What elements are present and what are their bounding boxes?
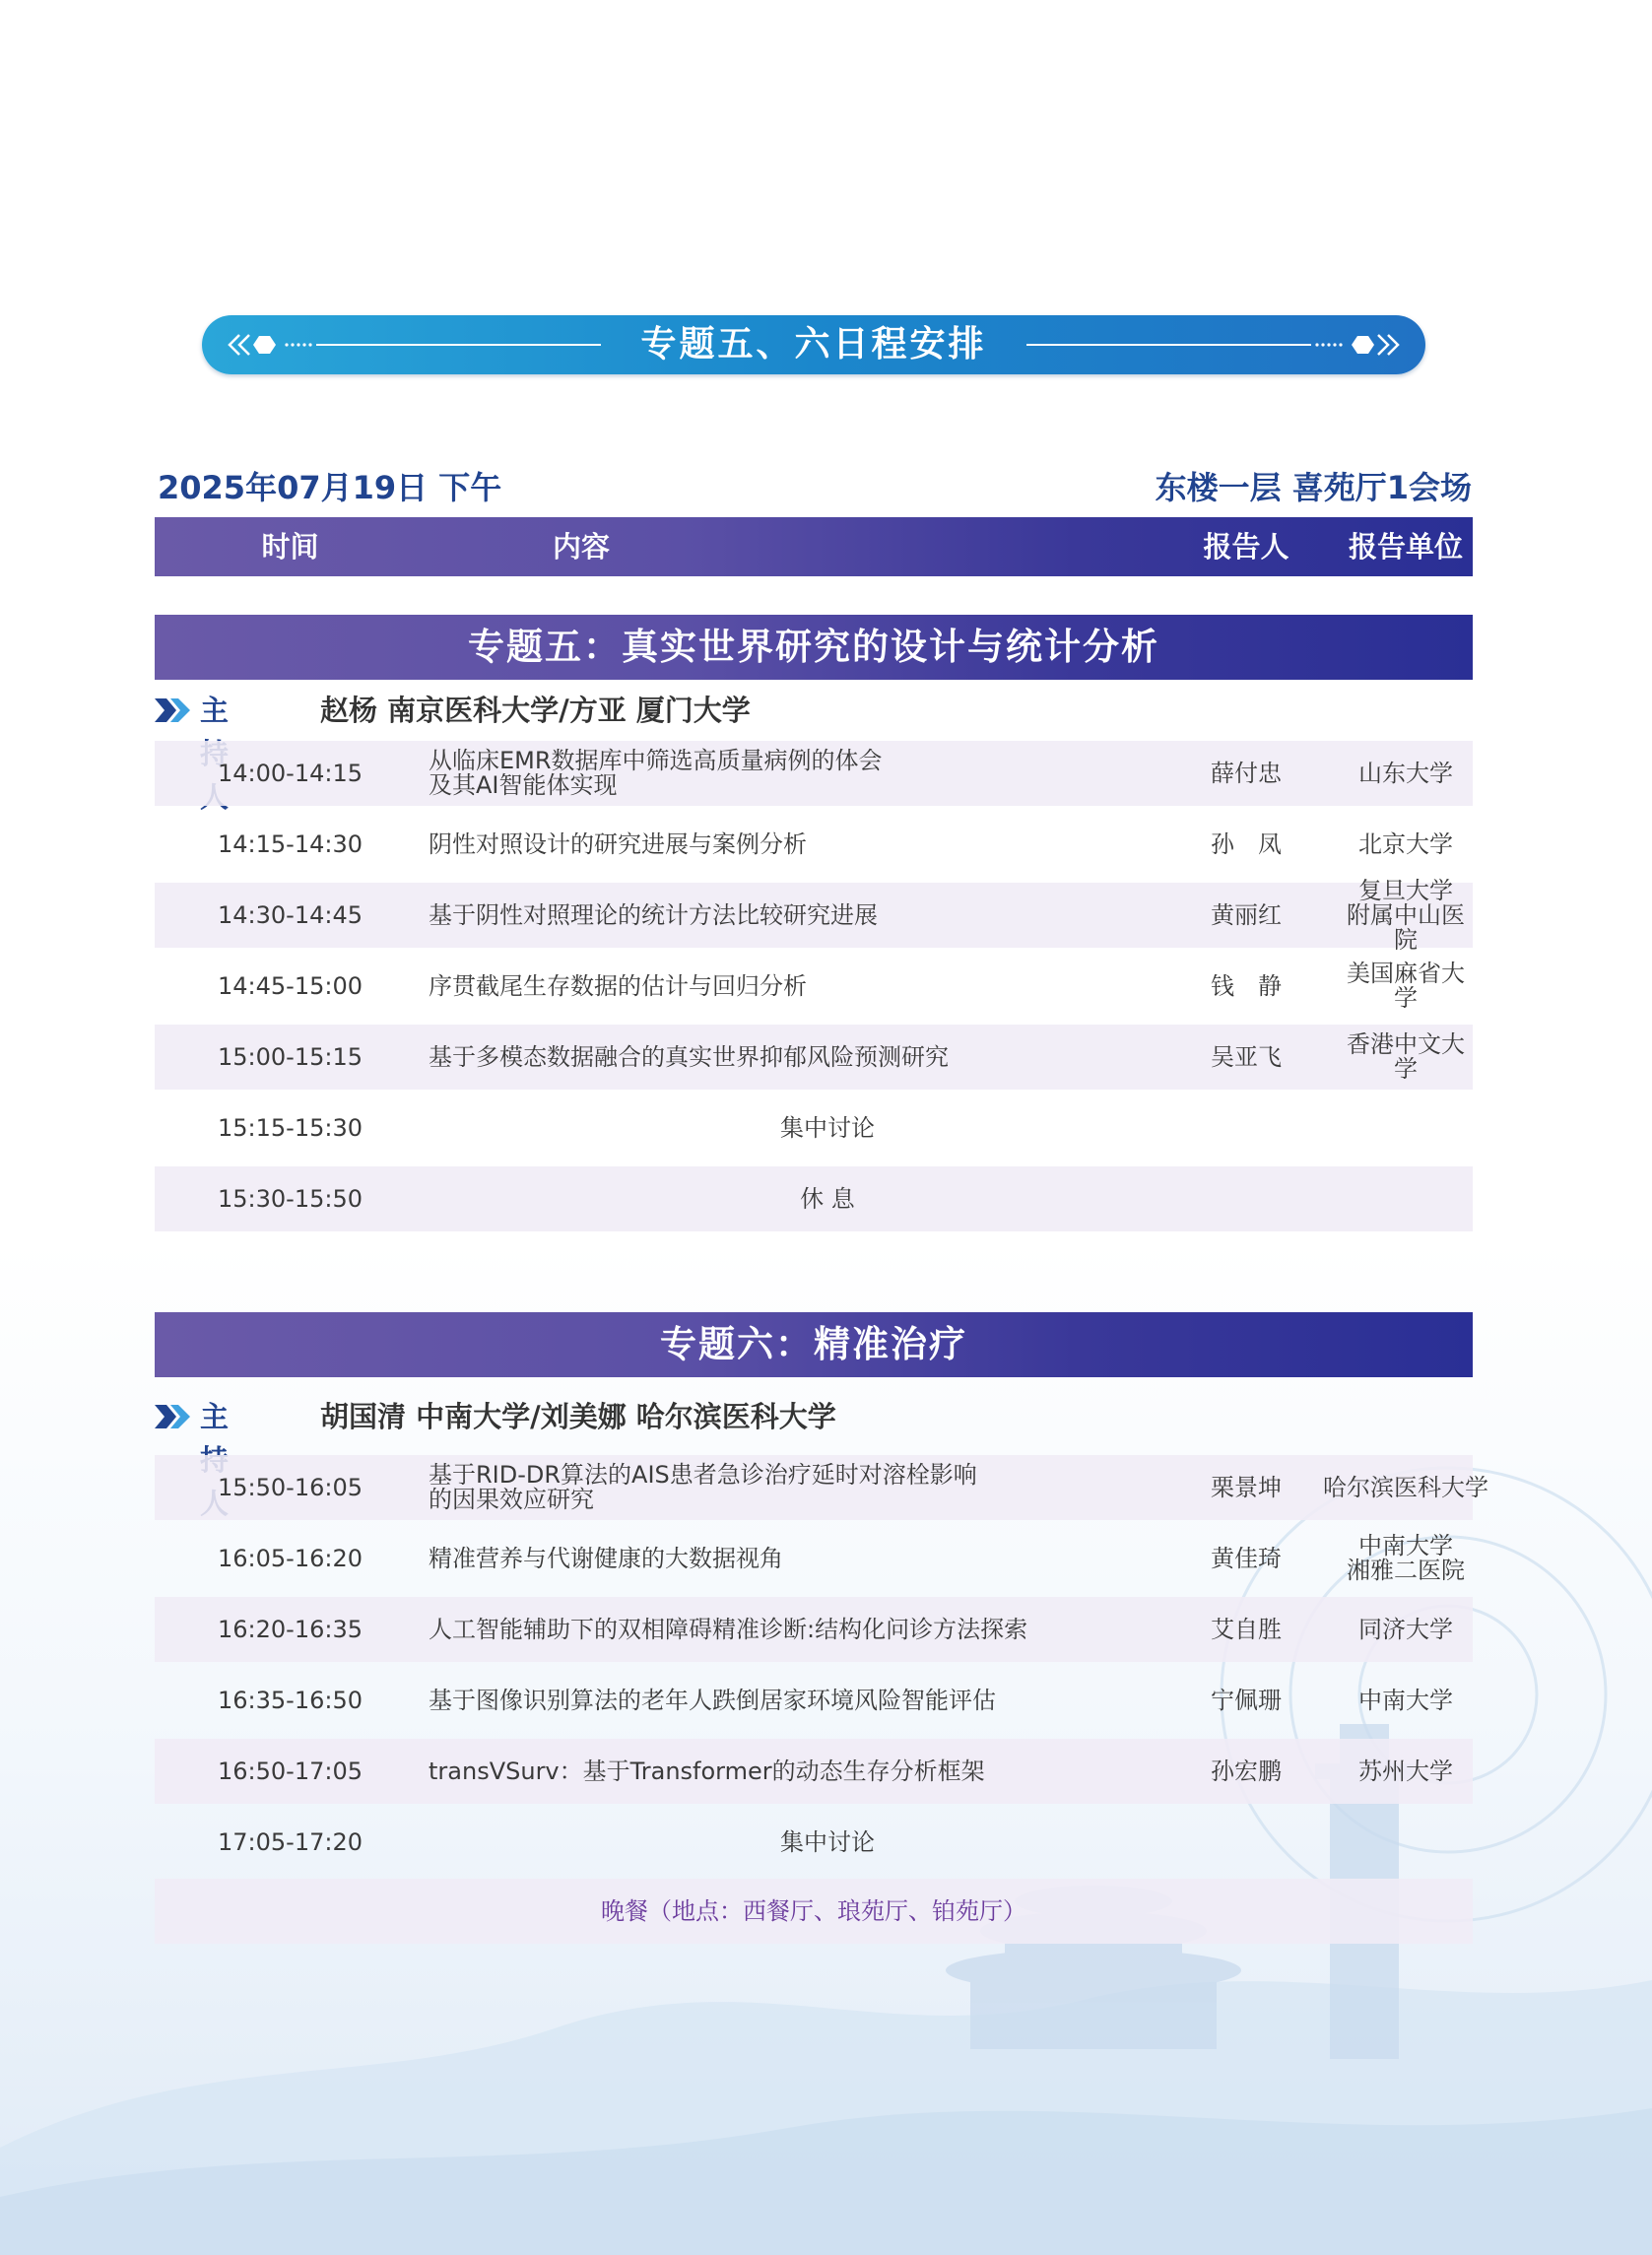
table-row	[155, 1810, 1473, 1875]
table-row	[155, 876, 1473, 954]
session-venue: 东楼一层 喜苑厅1会场	[1155, 469, 1472, 506]
row-time: 15:30-15:50	[218, 1185, 363, 1213]
session6-title-bar: 专题六：精准治疗	[155, 1312, 1473, 1377]
row-topic: 基于图像识别算法的老年人跌倒居家环境风险智能评估	[429, 1686, 996, 1714]
row-unit: 山东大学	[1358, 759, 1453, 787]
row-time: 15:00-15:15	[218, 1043, 363, 1071]
column-header-speaker: 报告人	[1203, 530, 1289, 564]
row-time: 17:05-17:20	[218, 1828, 363, 1856]
row-topic: 序贯截尾生存数据的估计与回归分析	[429, 971, 807, 1000]
dinner-row	[155, 1879, 1473, 1944]
table-row	[155, 812, 1473, 877]
row-time: 16:20-16:35	[218, 1616, 363, 1643]
row-topic: 精准营养与代谢健康的大数据视角	[429, 1544, 783, 1572]
table-row	[155, 1526, 1473, 1591]
table-row	[155, 741, 1473, 806]
row-time: 14:15-14:30	[218, 830, 363, 858]
banner-title: 专题五、六日程安排	[640, 324, 987, 365]
column-header-time: 时间	[261, 530, 319, 564]
column-header-row	[155, 517, 1473, 576]
double-chevron-icon	[155, 1403, 192, 1430]
column-header-unit: 报告单位	[1348, 530, 1463, 564]
row-speaker: 钱 静	[1211, 972, 1282, 1000]
row-unit: 同济大学	[1358, 1615, 1453, 1643]
column-header-content: 内容	[552, 530, 610, 564]
session5-title-bar: 专题五：真实世界研究的设计与统计分析	[155, 615, 1473, 680]
row-topic: 基于多模态数据融合的真实世界抑郁风险预测研究	[429, 1042, 949, 1071]
row-topic: transVSurv：基于Transformer的动态生存分析框架	[429, 1757, 985, 1785]
row-unit: 哈尔滨医科大学	[1323, 1473, 1488, 1501]
double-chevron-icon	[155, 696, 192, 724]
row-speaker: 栗景坤	[1211, 1474, 1282, 1501]
chair-names: 赵杨 南京医科大学/方亚 厦门大学	[320, 694, 751, 727]
row-unit: 美国麻省大学	[1347, 960, 1465, 1012]
row-time: 14:30-14:45	[218, 901, 363, 929]
row-time: 16:35-16:50	[218, 1687, 363, 1714]
table-row	[155, 1455, 1488, 1520]
row-topic: 从临床EMR数据库中筛选高质量病例的体会 及其AI智能体实现	[429, 747, 883, 799]
row-speaker: 孙宏鹏	[1211, 1758, 1282, 1785]
row-time: 14:45-15:00	[218, 972, 363, 1000]
row-time: 14:00-14:15	[218, 760, 363, 787]
row-discussion: 集中讨论	[780, 1114, 875, 1142]
row-speaker: 薛付忠	[1211, 760, 1282, 787]
row-time: 16:50-17:05	[218, 1758, 363, 1785]
row-speaker: 黄佳琦	[1211, 1545, 1282, 1572]
chair-label: 主	[200, 694, 230, 727]
row-discussion: 集中讨论	[780, 1828, 875, 1856]
row-unit: 苏州大学	[1358, 1757, 1453, 1785]
row-topic: 阴性对照设计的研究进展与案例分析	[429, 829, 807, 858]
row-speaker: 艾自胜	[1211, 1616, 1282, 1643]
table-row	[155, 1739, 1473, 1804]
row-unit: 中南大学	[1358, 1686, 1453, 1714]
chair-names: 胡国清 中南大学/刘美娜 哈尔滨医科大学	[320, 1400, 836, 1433]
row-topic: 人工智能辅助下的双相障碍精准诊断:结构化问诊方法探索	[429, 1615, 1028, 1643]
row-time: 15:15-15:30	[218, 1114, 363, 1142]
table-row	[155, 1597, 1473, 1662]
row-speaker: 吴亚飞	[1211, 1043, 1282, 1071]
session-date: 2025年07月19日 下午	[158, 469, 502, 506]
row-topic: 基于阴性对照理论的统计方法比较研究进展	[429, 900, 878, 929]
row-unit: 复旦大学 附属中山医院	[1347, 876, 1465, 954]
row-time: 16:05-16:20	[218, 1545, 363, 1572]
table-row	[155, 1095, 1473, 1161]
row-speaker: 宁佩珊	[1211, 1687, 1282, 1714]
chair-label: 主	[200, 1400, 230, 1433]
row-speaker: 黄丽红	[1211, 901, 1282, 929]
row-unit: 中南大学 湘雅二医院	[1347, 1532, 1465, 1584]
dinner-info: 晚餐（地点：西餐厅、琅苑厅、铂苑厅）	[601, 1897, 1026, 1925]
table-row	[155, 1025, 1473, 1090]
row-break: 休 息	[800, 1185, 855, 1213]
schedule-title-banner	[202, 315, 1425, 374]
table-row	[155, 954, 1473, 1019]
row-time: 15:50-16:05	[218, 1474, 363, 1501]
row-unit: 香港中文大学	[1347, 1030, 1465, 1083]
table-row	[155, 1668, 1473, 1733]
row-topic: 基于RID-DR算法的AIS患者急诊治疗延时对溶栓影响 的因果效应研究	[429, 1461, 977, 1513]
table-row	[155, 1166, 1473, 1231]
row-speaker: 孙 凤	[1211, 830, 1282, 858]
row-unit: 北京大学	[1358, 829, 1453, 858]
